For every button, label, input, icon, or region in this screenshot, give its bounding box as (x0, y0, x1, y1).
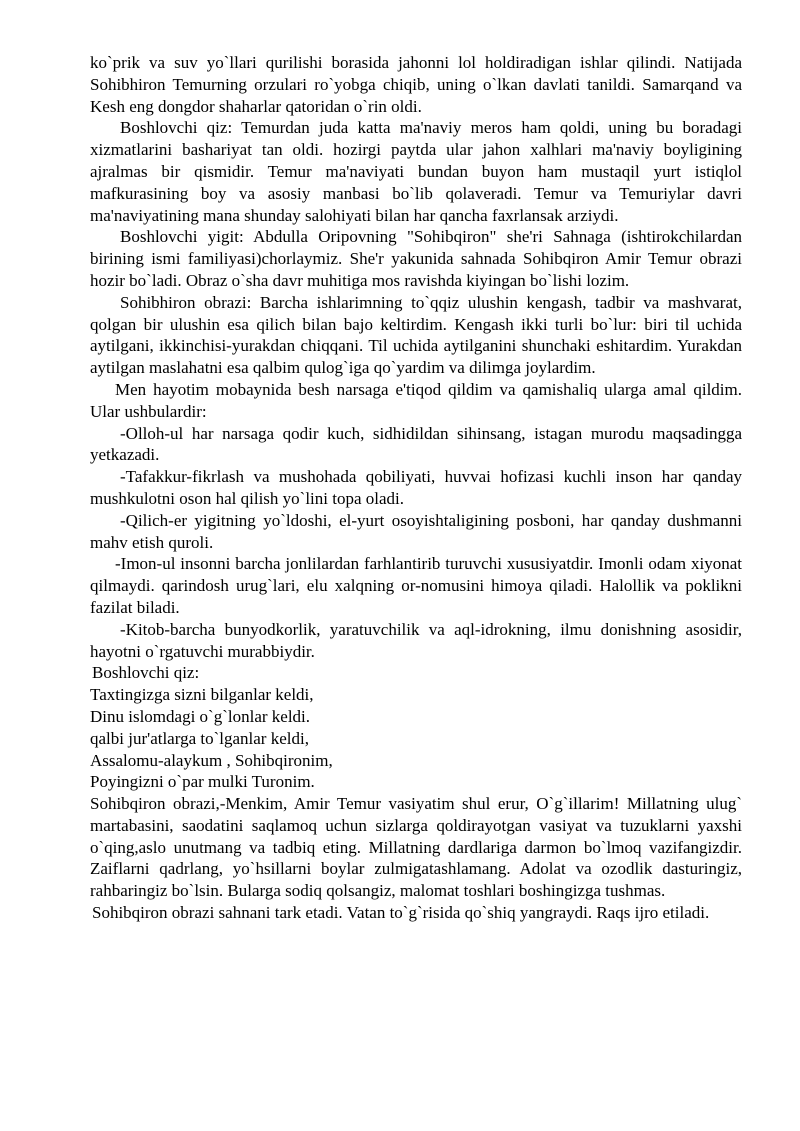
paragraph-5: Men hayotim mobaynida besh narsaga e'tiqod qildim va qamishaliq ularga amal qildim. Ular ushbulardir: (90, 379, 742, 421)
list-item-imon: -Imon-ul insonni barcha jonlilardan farhlantirib turuvchi xususiyatdir. Imonli odam xiyonat qilmaydi. qarindosh urug`lari, elu xalqning or-nomusini himoya qiladi. Halollik va poklikni fazilat biladi. (90, 554, 742, 617)
paragraph-closing: Sohibqiron obrazi sahnani tark etadi. Vatan to`g`risida qo`shiq yangraydi. Raqs ijro etiladi. (92, 903, 710, 923)
list-item-tafakkur: -Tafakkur-fikrlash va mushohada qobiliyati, huvvai hofizasi kuchli inson har qanday mushkulotni oson hal qilish yo`lini topa oladi. (90, 467, 742, 508)
list-item-qilich: -Qilich-er yigitning yo`ldoshi, el-yurt osoyishtaligining posboni, har qanday dushmanni mahv etish quroli. (90, 510, 742, 552)
paragraph-4: Sohibhiron obrazi: Barcha ishlarimning to`qqiz ulushin kengash, tadbir va mashvarat, qolgan bir ulushin esa qilich bilan bajo keltirdim. Kengash ikki turli bo`lur: biri til uchida aytilgani, ikkinchisi-yurakdan chiqqani. Til uchida aytilganini shunchaki eshitardim. Yurakdan aytilgan maslahatni esa qalbim qulog`iga qo`yardim va dilimga joylardim. (90, 292, 742, 378)
paragraph-3: Boshlovchi yigit: Abdulla Oripovning "Sohibqiron" she'ri Sahnaga (ishtirokchilardan birining ismi familiyasi)chorlaymiz. She'r yakunida sahnada Sohibqiron Amir Temur obrazi hozir bo`ladi. Obraz o`sha davr muhitiga mos ravishda kiyingan bo`lishi lozim. (90, 227, 742, 290)
paragraph-testament: Sohibqiron obrazi,-Menkim, Amir Temur vasiyatim shul erur, O`g`illarim! Millatning ulug` martabasini, saodatini saqlamoq uchun sizlarga qoldirayotgan vasiyat va tuzuklarni yaxshi o`qing,aslo unutmang va tadbiq eting. Millatning dardlariga darmon bo`lmoq vazifangizdir. Zaiflarni qadrlang, yo`hsillarni boylar zulmigatashlamang. Adolat va ozodlik dasturingiz, rahbaringiz bo`lsin. Bularga sodiq qolsangiz, malomat toshlari boshingizga tushmas. (90, 794, 742, 901)
document-page (90, 52, 742, 924)
poem-line-1: Taxtingizga sizni bilganlar keldi, (90, 685, 314, 705)
list-item-olloh: -Olloh-ul har narsaga qodir kuch, sidhidildan sihinsang, istagan murodu maqsadingga yetkazadi. (90, 423, 742, 465)
poem-line-2: Dinu islomdagi o`g`lonlar keldi. (90, 706, 311, 726)
poem-line-3: qalbi jur'atlarga to`lganlar keldi, (90, 728, 309, 748)
poem-line-5: Poyingizni o`par mulki Turonim. (90, 772, 315, 792)
list-item-kitob: -Kitob-barcha bunyodkorlik, yaratuvchilik va aql-idrokning, ilmu donishning asosidir, hayotni o`rgatuvchi murabbiydir. (90, 619, 742, 661)
poem-line-4: Assalomu-alaykum , Sohibqironim, (90, 750, 333, 770)
paragraph-1: ko`prik va suv yo`llari qurilishi borasida jahonni lol holdiradigan ishlar qilindi. Natijada Sohibhiron Temurning orzulari ro`yobga chiqib, uning o`lkan davlati tanildi. Samarqand va Kesh eng dongdor shaharlar qatoridan o`rin oldi. (90, 53, 742, 116)
paragraph-2: Boshlovchi qiz: Temurdan juda katta ma'naviy meros ham qoldi, uning bu boradagi xizmatlarini bashariyat tan oldi. hozirgi paytda ular jahon xalhlari ma'naviy boyligining ajralmas bir qismidir. Temur ma'naviyati bundan buyon ham mustaqil yurt istiqlol mafkurasining boy va asosiy manbasi bo`lib qolaveradi. Temur va Temuriylar davri ma'naviyatining mana shunday salohiyati bilan har qancha faxrlansak arziydi. (90, 118, 742, 225)
speaker-label: Boshlovchi qiz: (92, 663, 200, 683)
